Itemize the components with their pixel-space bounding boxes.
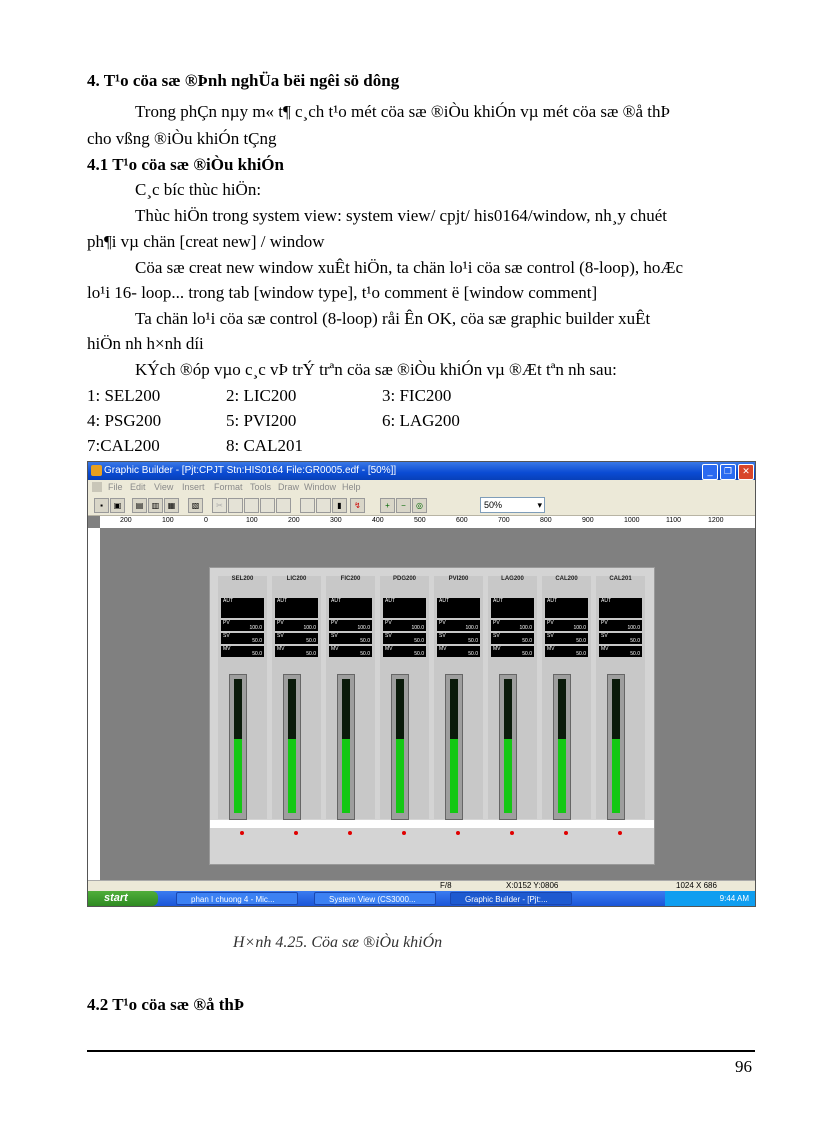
graphic-builder-screenshot bbox=[87, 461, 756, 907]
intro-paragraph-line1: Trong phÇn nµy m« t¶ c¸ch t¹o mét cöa sæ ®iÒu khiÓn vµ mét cöa sæ ®å thÞ bbox=[135, 102, 670, 121]
loop-row-label: AUT bbox=[601, 598, 611, 604]
tag-item: 1: SEL200 bbox=[87, 386, 161, 405]
loop-row-value: 100.0 bbox=[573, 625, 586, 631]
loop-row-label: MV bbox=[547, 646, 555, 652]
loop-data-row bbox=[437, 633, 480, 644]
maximize-button[interactable]: ❐ bbox=[720, 464, 736, 480]
loop-row-value: 50.0 bbox=[576, 651, 586, 657]
section-heading-4-2: 4.2 T¹o cöa sæ ®å thÞ bbox=[87, 995, 245, 1014]
ruler-mark: 200 bbox=[120, 517, 132, 524]
loop-row-label: SV bbox=[439, 633, 446, 639]
close-button[interactable]: ✕ bbox=[738, 464, 754, 480]
copy-icon[interactable] bbox=[228, 498, 243, 513]
loop-bargraph-fill bbox=[504, 739, 512, 813]
minimize-button[interactable]: _ bbox=[702, 464, 718, 480]
loop-bargraph-fill bbox=[396, 739, 404, 813]
loop-bargraph-fill bbox=[558, 739, 566, 813]
menu-item-view[interactable]: View bbox=[154, 482, 174, 492]
loop-bargraph-fill bbox=[612, 739, 620, 813]
paragraph2-line1: Cöa sæ creat new window xuÊt hiÖn, ta chän lo¹i cöa sæ control (8-loop), hoÆc bbox=[135, 258, 684, 277]
zoom-in-icon[interactable]: + bbox=[380, 498, 395, 513]
loop-alarm-dot bbox=[456, 831, 460, 835]
loop-row-label: MV bbox=[493, 646, 501, 652]
system-tray bbox=[665, 891, 755, 906]
loop-row-label: SV bbox=[493, 633, 500, 639]
loop-data-row bbox=[329, 598, 372, 618]
loop-row-value: 50.0 bbox=[414, 651, 424, 657]
tag-item: 3: FIC200 bbox=[382, 386, 452, 405]
loop-data-row bbox=[383, 620, 426, 631]
app-icon bbox=[91, 465, 102, 476]
loop-data-row bbox=[599, 633, 642, 644]
control-window-panel bbox=[209, 567, 655, 865]
start-label: start bbox=[104, 892, 128, 904]
loop-data-row bbox=[275, 598, 318, 618]
loop-faceplate[interactable] bbox=[272, 576, 321, 819]
loop-row-label: AUT bbox=[385, 598, 395, 604]
loop-faceplate[interactable] bbox=[488, 576, 537, 819]
loop-row-value: 50.0 bbox=[360, 651, 370, 657]
loop-alarm-dot bbox=[510, 831, 514, 835]
loop-alarm-dot bbox=[618, 831, 622, 835]
loop-row-value: 50.0 bbox=[306, 638, 316, 644]
status-size: 1024 X 686 bbox=[676, 881, 717, 890]
loop-data-row bbox=[545, 598, 588, 618]
loop-row-value: 50.0 bbox=[522, 651, 532, 657]
tag-item: 7:CAL200 bbox=[87, 436, 160, 455]
menu-item-tools[interactable]: Tools bbox=[250, 482, 272, 492]
loop-row-value: 50.0 bbox=[306, 651, 316, 657]
loop-bargraph bbox=[445, 674, 463, 820]
loop-data-row bbox=[599, 646, 642, 657]
loop-tag: CAL201 bbox=[609, 576, 632, 582]
loop-row-label: AUT bbox=[277, 598, 287, 604]
paragraph1-line1: Thùc hiÖn trong system view: system view/ cpjt/ his0164/window, nh¸y chuét bbox=[135, 206, 667, 225]
loop-alarm-dot bbox=[348, 831, 352, 835]
task-system-view[interactable] bbox=[314, 892, 436, 905]
loop-row-label: PV bbox=[493, 620, 500, 626]
window-title: Graphic Builder - [Pjt:CPJT Stn:HIS0164 File:GR0005.edf - [50%]] bbox=[104, 465, 397, 476]
zoom-fit-icon[interactable]: ◎ bbox=[412, 498, 427, 513]
loop-row-label: MV bbox=[601, 646, 609, 652]
loop-bargraph bbox=[499, 674, 517, 820]
loop-data-row bbox=[599, 620, 642, 631]
start-button[interactable] bbox=[88, 891, 158, 906]
ruler-mark: 900 bbox=[582, 517, 594, 524]
loop-bargraph-fill bbox=[450, 739, 458, 813]
loop-data-row bbox=[545, 633, 588, 644]
zoom-out-icon[interactable]: − bbox=[396, 498, 411, 513]
task-word[interactable] bbox=[176, 892, 298, 905]
section-heading-4: 4. T¹o cöa sæ ®Þnh nghÜa bëi ngêi sö dông bbox=[87, 71, 400, 90]
loop-row-label: MV bbox=[385, 646, 393, 652]
loop-row-value: 100.0 bbox=[519, 625, 532, 631]
ruler-mark: 800 bbox=[540, 517, 552, 524]
loop-row-label: PV bbox=[277, 620, 284, 626]
ruler-mark: 700 bbox=[498, 517, 510, 524]
figure-caption: H×nh 4.25. Cöa sæ ®iÒu khiÓn bbox=[233, 934, 443, 951]
toolbar bbox=[88, 495, 755, 516]
panel-strip bbox=[210, 820, 654, 828]
task-label: phan I chuong 4 - Mic... bbox=[191, 895, 275, 904]
loop-row-label: AUT bbox=[439, 598, 449, 604]
loop-row-label: PV bbox=[547, 620, 554, 626]
loop-row-value: 100.0 bbox=[303, 625, 316, 631]
footer-rule bbox=[87, 1050, 755, 1052]
grid-icon[interactable]: ▧ bbox=[188, 498, 203, 513]
loop-data-row bbox=[437, 598, 480, 618]
loop-faceplate[interactable] bbox=[380, 576, 429, 819]
loop-tag: FIC200 bbox=[340, 576, 361, 582]
loop-bargraph-fill bbox=[288, 739, 296, 813]
loop-alarm-dot bbox=[402, 831, 406, 835]
menu-item-file[interactable]: File bbox=[108, 482, 123, 492]
loop-data-row bbox=[491, 598, 534, 618]
loop-data-row bbox=[221, 633, 264, 644]
page-number: 96 bbox=[735, 1057, 752, 1076]
tag-item: 2: LIC200 bbox=[226, 386, 297, 405]
loop-row-label: PV bbox=[223, 620, 230, 626]
window-titlebar bbox=[88, 462, 755, 480]
loop-row-label: MV bbox=[223, 646, 231, 652]
loop-faceplate[interactable] bbox=[434, 576, 483, 819]
redo-icon[interactable] bbox=[276, 498, 291, 513]
loop-row-value: 50.0 bbox=[360, 638, 370, 644]
taskbar bbox=[88, 891, 755, 906]
doc-icon bbox=[92, 482, 102, 492]
loop-row-label: SV bbox=[385, 633, 392, 639]
loop-alarm-dot bbox=[294, 831, 298, 835]
loop-row-value: 100.0 bbox=[357, 625, 370, 631]
paragraph1-line2: ph¶i vµ chän [creat new] / window bbox=[87, 232, 325, 251]
loop-data-row bbox=[491, 633, 534, 644]
loop-data-row bbox=[221, 620, 264, 631]
save-icon[interactable]: ▪ bbox=[94, 498, 109, 513]
ruler-mark: 0 bbox=[204, 517, 208, 524]
link-icon[interactable]: ↯ bbox=[350, 498, 365, 513]
loop-data-row bbox=[437, 646, 480, 657]
menu-item-edit[interactable]: Edit bbox=[130, 482, 146, 492]
zoom-select[interactable]: 50% ▾ bbox=[480, 497, 545, 513]
loop-bargraph bbox=[391, 674, 409, 820]
undo-icon[interactable] bbox=[260, 498, 275, 513]
loop-row-label: MV bbox=[277, 646, 285, 652]
menu-item-draw[interactable]: Draw bbox=[278, 482, 300, 492]
menu-item-format[interactable]: Format bbox=[214, 482, 243, 492]
paragraph3-line2: hiÖn nh h×nh díi bbox=[87, 334, 204, 353]
table-icon[interactable] bbox=[316, 498, 331, 513]
ruler-mark: 1000 bbox=[624, 517, 640, 524]
clock: 9:44 AM bbox=[719, 894, 749, 903]
loop-row-label: AUT bbox=[223, 598, 233, 604]
loop-tag: CAL200 bbox=[555, 576, 578, 582]
barchart-icon[interactable]: ▮ bbox=[332, 498, 347, 513]
ruler-mark: 100 bbox=[246, 517, 258, 524]
loop-data-row bbox=[329, 633, 372, 644]
tag-item: 8: CAL201 bbox=[226, 436, 303, 455]
loop-bargraph bbox=[283, 674, 301, 820]
menu-item-help[interactable]: Help bbox=[342, 482, 361, 492]
zoom-value: 50% bbox=[484, 500, 503, 510]
loop-bargraph bbox=[553, 674, 571, 820]
loop-data-row bbox=[275, 646, 318, 657]
loop-faceplate[interactable] bbox=[596, 576, 645, 819]
tag-item: 6: LAG200 bbox=[382, 411, 460, 430]
menu-bar bbox=[88, 480, 755, 495]
menu-item-insert[interactable]: Insert bbox=[182, 482, 205, 492]
loop-row-label: PV bbox=[385, 620, 392, 626]
loop-tag: SEL200 bbox=[231, 576, 254, 582]
loop-row-value: 100.0 bbox=[465, 625, 478, 631]
loop-row-value: 50.0 bbox=[630, 651, 640, 657]
loop-row-value: 50.0 bbox=[414, 638, 424, 644]
loop-row-label: AUT bbox=[493, 598, 503, 604]
loop-row-label: PV bbox=[439, 620, 446, 626]
find-icon[interactable]: ▦ bbox=[164, 498, 179, 513]
loop-tag: PDG200 bbox=[392, 576, 416, 582]
loop-row-label: MV bbox=[331, 646, 339, 652]
loop-tag: PVI200 bbox=[448, 576, 469, 582]
loop-data-row bbox=[545, 646, 588, 657]
loop-bargraph bbox=[229, 674, 247, 820]
open-icon[interactable]: ▣ bbox=[110, 498, 125, 513]
loop-row-label: SV bbox=[331, 633, 338, 639]
ruler-mark: 300 bbox=[330, 517, 342, 524]
loop-data-row bbox=[383, 633, 426, 644]
status-coords: X:0152 Y:0806 bbox=[506, 881, 559, 890]
ruler-mark: 1100 bbox=[666, 517, 682, 524]
loop-bargraph bbox=[337, 674, 355, 820]
loop-row-value: 50.0 bbox=[630, 638, 640, 644]
tag-item: 4: PSG200 bbox=[87, 411, 162, 430]
loop-data-row bbox=[275, 633, 318, 644]
paragraph2-line2: lo¹i 16- loop... trong tab [window type], t¹o comment ë [window comment] bbox=[87, 283, 598, 302]
loop-data-row bbox=[329, 620, 372, 631]
loop-row-label: SV bbox=[223, 633, 230, 639]
paste-icon[interactable] bbox=[244, 498, 259, 513]
preview-icon[interactable]: ▥ bbox=[148, 498, 163, 513]
loop-row-label: SV bbox=[601, 633, 608, 639]
loop-data-row bbox=[437, 620, 480, 631]
ruler-mark: 200 bbox=[288, 517, 300, 524]
ruler-mark: 1200 bbox=[708, 517, 724, 524]
loop-row-label: MV bbox=[439, 646, 447, 652]
loop-row-value: 50.0 bbox=[576, 638, 586, 644]
loop-alarm-dot bbox=[240, 831, 244, 835]
loop-faceplate[interactable] bbox=[218, 576, 267, 819]
loop-data-row bbox=[221, 646, 264, 657]
cut-icon[interactable]: ✂ bbox=[212, 498, 227, 513]
loop-row-label: AUT bbox=[331, 598, 341, 604]
loop-row-label: SV bbox=[547, 633, 554, 639]
loop-data-row bbox=[599, 598, 642, 618]
loop-alarm-dot bbox=[564, 831, 568, 835]
ruler-mark: 500 bbox=[414, 517, 426, 524]
loop-row-value: 50.0 bbox=[468, 638, 478, 644]
loop-row-value: 100.0 bbox=[249, 625, 262, 631]
loop-data-row bbox=[383, 646, 426, 657]
loop-row-value: 100.0 bbox=[411, 625, 424, 631]
loop-data-row bbox=[275, 620, 318, 631]
loop-faceplate[interactable] bbox=[326, 576, 375, 819]
status-mode: F/8 bbox=[440, 881, 452, 890]
menu-item-window[interactable]: Window bbox=[304, 482, 337, 492]
loop-data-row bbox=[383, 598, 426, 618]
loop-row-value: 50.0 bbox=[252, 651, 262, 657]
steps-label: C¸c bíc thùc hiÖn: bbox=[135, 180, 262, 199]
loop-data-row bbox=[329, 646, 372, 657]
loop-row-label: SV bbox=[277, 633, 284, 639]
loop-data-row bbox=[221, 598, 264, 618]
task-label: System View (CS3000... bbox=[329, 895, 416, 904]
loop-bargraph bbox=[607, 674, 625, 820]
ruler-mark: 100 bbox=[162, 517, 174, 524]
task-graphic-builder[interactable] bbox=[450, 892, 572, 905]
print-icon[interactable]: ▤ bbox=[132, 498, 147, 513]
loop-row-value: 100.0 bbox=[627, 625, 640, 631]
intro-paragraph-line2: cho vßng ®iÒu khiÓn tÇng bbox=[87, 129, 277, 148]
loop-data-row bbox=[491, 620, 534, 631]
paragraph3-line1: Ta chän lo¹i cöa sæ control (8-loop) råi Ên OK, cöa sæ graphic builder xuÊt bbox=[135, 309, 651, 328]
loop-row-label: PV bbox=[331, 620, 338, 626]
paragraph4: KÝch ®óp vµo c¸c vÞ trÝ trªn cöa sæ ®iÒu khiÓn vµ ®Æt tªn nh sau: bbox=[135, 360, 617, 379]
loop-data-row bbox=[545, 620, 588, 631]
loop-data-row bbox=[491, 646, 534, 657]
loop-faceplate[interactable] bbox=[542, 576, 591, 819]
task-label: Graphic Builder - [Pjt:... bbox=[465, 895, 548, 904]
loop-row-label: PV bbox=[601, 620, 608, 626]
loop-row-label: AUT bbox=[547, 598, 557, 604]
loop-bargraph-fill bbox=[342, 739, 350, 813]
loop-bargraph-fill bbox=[234, 739, 242, 813]
ruler-mark: 400 bbox=[372, 517, 384, 524]
ruler-mark: 600 bbox=[456, 517, 468, 524]
loop-tag: LIC200 bbox=[286, 576, 307, 582]
loop-row-value: 50.0 bbox=[468, 651, 478, 657]
loop-tag: LAG200 bbox=[501, 576, 524, 582]
tag-item: 5: PVI200 bbox=[226, 411, 297, 430]
layer-icon[interactable] bbox=[300, 498, 315, 513]
loop-row-value: 50.0 bbox=[252, 638, 262, 644]
section-heading-4-1: 4.1 T¹o cöa sæ ®iÒu khiÓn bbox=[87, 155, 284, 174]
loop-row-value: 50.0 bbox=[522, 638, 532, 644]
